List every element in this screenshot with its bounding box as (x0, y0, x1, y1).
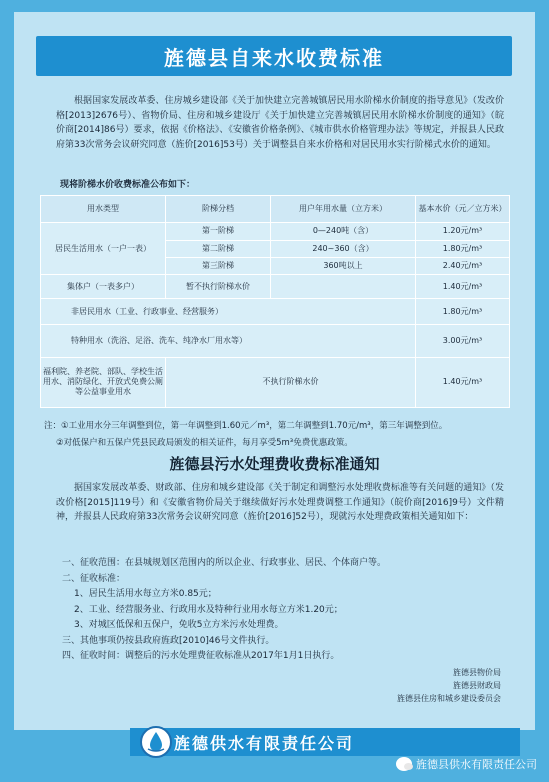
cell-volume: 360吨以上 (271, 257, 416, 274)
cell-price: 1.20元/m³ (416, 223, 510, 240)
sewage-intro: 据国家发展改革委、财政部、住房和城乡建设部《关于制定和调整污水处理收费标准等有关问题的通知》（发改价格[2015]119号）和《安徽省物价局关于继续做好污水处理费调整工作通知》（皖价商[2016]9号）文件精神，并报县人民政府第33次常务会议研究同意（旌价[2016]52号），现就污水处理费政策相关通知如下： (56, 483, 504, 522)
signer: 旌德县物价局 (453, 668, 501, 677)
list-item: 二、征收标准： (62, 573, 126, 584)
note-1: 注：①工业用水分三年调整到位，第一年调整到1.60元／m³，第二年调整到1.70元/m³，第三年调整到位。 (44, 421, 448, 431)
list-item: 1、居民生活用水每立方米0.85元； (74, 589, 217, 599)
col-header-tier: 阶梯分档 (166, 196, 271, 223)
cell-type-collective: 集体户（一表多户） (41, 275, 166, 299)
wechat-icon (396, 757, 412, 771)
company-logo-icon (140, 726, 172, 758)
table-row (41, 325, 510, 358)
watermark (396, 756, 537, 772)
signers (397, 666, 501, 705)
list-item: 3、对城区低保和五保户，免收5立方米污水处理费。 (74, 620, 284, 630)
table-header-row (41, 196, 510, 223)
cell-volume: 240~360（含） (271, 240, 416, 257)
col-header-volume: 用户年用水量（立方米） (271, 196, 416, 223)
cell-price: 1.80元/m³ (416, 299, 510, 325)
list-item: 三、其他事项仍按县政府旌政[2010]46号文件执行。 (62, 635, 275, 646)
cell-volume: 0—240吨（含） (271, 223, 416, 240)
table-notes (44, 418, 514, 452)
cell-price: 3.00元/m³ (416, 325, 510, 358)
cell-tier: 暂不执行阶梯水价 (166, 275, 271, 299)
table-row (41, 357, 510, 407)
cell-tier: 第一阶梯 (166, 223, 271, 240)
cell-price: 2.40元/m³ (416, 257, 510, 274)
table-row (41, 223, 510, 240)
list-item: 四、征收时间：调整后的污水处理费征收标准从2017年1月1日执行。 (62, 651, 340, 661)
signer: 旌德县财政局 (453, 681, 501, 690)
cell-price: 1.40元/m³ (416, 357, 510, 407)
cell-type-residential: 居民生活用水（一户一表） (41, 223, 166, 275)
cell-type-special: 特种用水（洗浴、足浴、洗车、纯净水厂用水等） (41, 325, 416, 358)
cell-tier: 第二阶梯 (166, 240, 271, 257)
list-item: 一、征收范围：在县城规划区范围内的所以企业、行政事业、居民、个体商户等。 (62, 558, 387, 568)
signer: 旌德县住房和城乡建设委员会 (397, 694, 501, 703)
cell-tier: 第三阶梯 (166, 257, 271, 274)
watermark-text: 旌德县供水有限责任公司 (416, 758, 537, 771)
intro-paragraph: 根据国家发展改革委、住房城乡建设部《关于加快建立完善城镇居民用水阶梯水价制度的指导意见》（发改价格[2013]2676号）、省物价局、住房和城乡建设厅《关于加快建立完善城镇居民用水阶梯水价制度的通知》（皖价商[2014]86号）要求，依据《价格法》、《安徽省价格条例》、《城市供水价格管理办法》等规定，并报县人民政府第33次常务会议研究同意（旌价[2016]53号）关于调整县自来水价格和对居民用水实行阶梯式水价的通知。 (56, 96, 504, 150)
list-item: 2、工业、经营服务业、行政用水及特种行业用水每立方米1.20元； (74, 604, 343, 615)
cell-price: 1.80元/m³ (416, 240, 510, 257)
note-2: ②对低保户和五保户凭县民政局颁发的相关证件，每月享受5m³免费优惠政策。 (56, 438, 353, 448)
sewage-items (56, 556, 386, 665)
cell-type-welfare: 福利院、养老院、部队、学校生活用水、消防绿化、开放式免费公厕等公益事业用水 (41, 357, 166, 407)
table-row (41, 299, 510, 325)
cell-volume-empty (271, 275, 416, 299)
cell-price: 1.40元/m³ (416, 275, 510, 299)
page-title: 旌德县自来水收费标准 (36, 36, 512, 76)
col-header-price: 基本水价（元／立方米） (416, 196, 510, 223)
sewage-title: 旌德县污水处理费收费标准通知 (169, 455, 380, 473)
col-header-type: 用水类型 (41, 196, 166, 223)
fee-table (40, 195, 510, 408)
table-lead: 现将阶梯水价收费标准公布如下： (60, 180, 196, 190)
cell-type-nonresidential: 非居民用水（工业、行政事业、经营服务） (41, 299, 416, 325)
table-row (41, 275, 510, 299)
company-footer: 旌德供水有限责任公司 (130, 728, 520, 756)
cell-tier: 不执行阶梯水价 (166, 357, 416, 407)
